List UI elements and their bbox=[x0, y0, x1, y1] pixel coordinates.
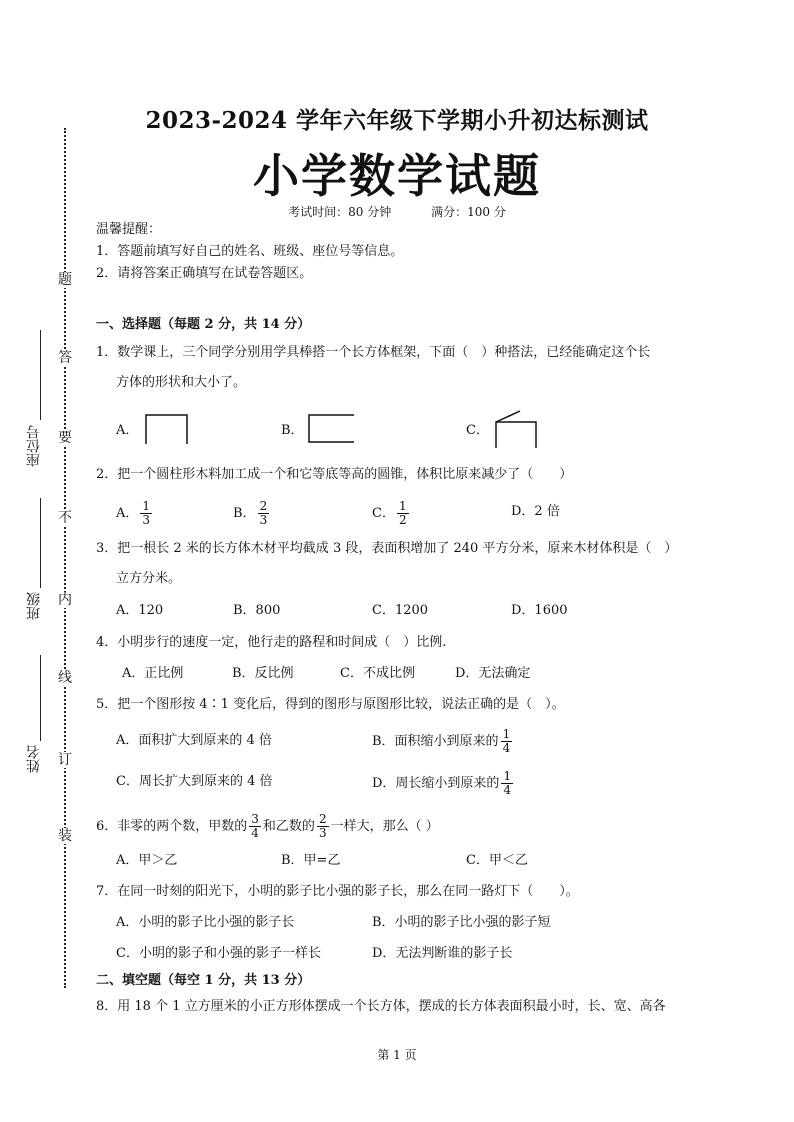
q5-d-den: 4 bbox=[503, 783, 512, 797]
q6-f1-den: 4 bbox=[251, 826, 259, 840]
q4-text: 4．小明步行的速度一定，他行走的路程和时间成（ ）比例. bbox=[96, 635, 447, 650]
binding-char-nei: 内 bbox=[58, 592, 72, 608]
q2-option-c[interactable] bbox=[372, 500, 411, 527]
notice-title: 温馨提醒： bbox=[96, 222, 162, 237]
binding-char-bu: 不 bbox=[58, 510, 72, 526]
q6-option-c[interactable]: C．甲＜乙 bbox=[466, 853, 528, 868]
q2-option-a[interactable] bbox=[116, 500, 154, 527]
q6-f1-num: 3 bbox=[251, 812, 259, 826]
name-blank[interactable] bbox=[40, 655, 41, 741]
notice-item-1: 1．答题前填写好自己的姓名、班级、座位号等信息。 bbox=[96, 244, 404, 259]
q5-b-num: 1 bbox=[502, 727, 511, 741]
q2-text: 2．把一个圆柱形木料加工成一个和它等底等高的圆锥，体积比原来减少了（ ） bbox=[96, 467, 573, 482]
class-blank[interactable] bbox=[40, 498, 41, 588]
binding-char-da: 答 bbox=[58, 350, 72, 366]
q6-post: 一样大，那么（ ） bbox=[330, 819, 439, 834]
section1-title: 一、选择题（每题 2 分，共 14 分） bbox=[96, 317, 311, 332]
q5-b-den: 4 bbox=[502, 741, 511, 755]
page-number: 第 1 页 bbox=[377, 1048, 417, 1062]
binding-char-xian: 线 bbox=[58, 670, 72, 686]
q7-option-a[interactable]: A．小明的影子比小强的影子长 bbox=[116, 915, 295, 930]
q5-option-d[interactable] bbox=[372, 770, 515, 797]
exam-title: 2023-2024 学年六年级下学期小升初达标测试 bbox=[145, 107, 649, 134]
q1-line2: 方体的形状和大小了。 bbox=[116, 375, 247, 390]
q2-option-d[interactable]: D．2 倍 bbox=[511, 504, 560, 519]
q4-option-d[interactable]: D．无法确定 bbox=[455, 666, 531, 681]
class-label: 班级 bbox=[26, 592, 42, 620]
q2-c-label: C． bbox=[372, 506, 395, 521]
notice-item-2: 2．请将答案正确填写在试卷答题区。 bbox=[96, 266, 313, 281]
q2-c-fraction bbox=[397, 500, 409, 527]
q5-option-b[interactable] bbox=[372, 728, 514, 755]
q7-option-c[interactable]: C．小明的影子和小强的影子一样长 bbox=[116, 946, 321, 961]
full-score: 满分：100 分 bbox=[431, 205, 506, 219]
q6-text bbox=[96, 813, 439, 840]
q1-option-b[interactable]: B． bbox=[281, 423, 304, 438]
q3-option-d[interactable]: D．1600 bbox=[511, 603, 568, 618]
section2-title: 二、填空题（每空 1 分，共 13 分） bbox=[96, 973, 311, 988]
q2-b-num: 2 bbox=[259, 499, 268, 513]
q6-mid: 和乙数的 bbox=[262, 819, 315, 834]
exam-time: 考试时间：80 分钟 bbox=[288, 205, 392, 219]
q1-option-c[interactable]: C． bbox=[466, 423, 489, 438]
q4-option-c[interactable]: C．不成比例 bbox=[340, 666, 415, 681]
q6-option-b[interactable]: B．甲=乙 bbox=[281, 853, 341, 868]
binding-dotted-line bbox=[64, 128, 66, 988]
q7-option-b[interactable]: B．小明的影子比小强的影子短 bbox=[372, 915, 551, 930]
q2-b-label: B． bbox=[233, 506, 256, 521]
binding-char-ti: 题 bbox=[58, 272, 72, 288]
q3-option-c[interactable]: C．1200 bbox=[372, 603, 429, 618]
q6-pre: 6．非零的两个数，甲数的 bbox=[96, 819, 248, 834]
q2-c-num: 1 bbox=[398, 499, 407, 513]
q2-a-num: 1 bbox=[142, 499, 151, 513]
q5-option-a[interactable]: A．面积扩大到原来的 4 倍 bbox=[116, 733, 272, 748]
q1-figure-a bbox=[143, 412, 191, 446]
q3-line2: 立方分米。 bbox=[116, 571, 182, 586]
q7-option-d[interactable]: D．无法判断谁的影子长 bbox=[372, 946, 513, 961]
exam-info bbox=[0, 203, 794, 220]
q5-text: 5．把一个图形按 4∶1 变化后，得到的图形与原图形比较，说法正确的是（ ）。 bbox=[96, 697, 565, 712]
q3-option-b[interactable]: B．800 bbox=[233, 603, 281, 618]
q5-d-num: 1 bbox=[503, 769, 512, 783]
q5-option-c[interactable]: C．周长扩大到原来的 4 倍 bbox=[116, 774, 273, 789]
subject-title: 小学数学试题 bbox=[253, 149, 541, 203]
binding-char-yao: 要 bbox=[58, 430, 72, 446]
q2-b-den: 3 bbox=[259, 513, 268, 527]
q5-b-fraction bbox=[501, 728, 513, 755]
q5-b-label: B．面积缩小到原来的 bbox=[372, 734, 499, 749]
q4-option-a[interactable]: A．正比例 bbox=[122, 666, 184, 681]
q5-d-fraction bbox=[501, 770, 513, 797]
q3-line1: 3．把一根长 2 米的长方体木材平均截成 3 段，表面积增加了 240 平方分米，原来木材体积是（ ） bbox=[96, 541, 678, 556]
q2-a-den: 3 bbox=[142, 513, 151, 527]
q6-f2-den: 3 bbox=[318, 826, 327, 840]
q6-fraction-2 bbox=[317, 813, 329, 840]
q2-a-label: A． bbox=[116, 506, 139, 521]
q1-line1: 1．数学课上，三个同学分别用学具棒搭一个长方体框架，下面（ ）种搭法，已经能确定这个长 bbox=[96, 345, 651, 360]
q6-option-a[interactable]: A．甲＞乙 bbox=[116, 853, 178, 868]
q2-option-b[interactable] bbox=[233, 500, 271, 527]
q6-f2-num: 2 bbox=[318, 812, 327, 826]
seat-number-label: 座位号 bbox=[26, 425, 42, 467]
q2-a-fraction bbox=[140, 500, 152, 527]
q8-text: 8．用 18 个 1 立方厘米的小正方形体摆成一个长方体，摆成的长方体表面积最小时，长、宽、高各 bbox=[96, 999, 666, 1014]
q5-d-label: D．周长缩小到原来的 bbox=[372, 776, 500, 791]
q3-option-a[interactable]: A．120 bbox=[116, 603, 164, 618]
q7-text: 7．在同一时刻的阳光下，小明的影子比小强的影子长，那么在同一路灯下（ ）。 bbox=[96, 884, 579, 899]
seat-number-blank[interactable] bbox=[40, 330, 41, 420]
q2-b-fraction bbox=[258, 500, 270, 527]
q1-option-a[interactable]: A． bbox=[116, 423, 139, 438]
q6-fraction-1 bbox=[249, 813, 261, 840]
binding-char-ding: 订 bbox=[58, 752, 72, 768]
q2-c-den: 2 bbox=[398, 513, 407, 527]
q4-option-b[interactable]: B．反比例 bbox=[232, 666, 294, 681]
q1-figure-c bbox=[490, 408, 542, 450]
q1-figure-b bbox=[306, 412, 358, 446]
binding-char-zhuang: 装 bbox=[58, 828, 72, 844]
name-label: 姓名 bbox=[26, 745, 42, 773]
